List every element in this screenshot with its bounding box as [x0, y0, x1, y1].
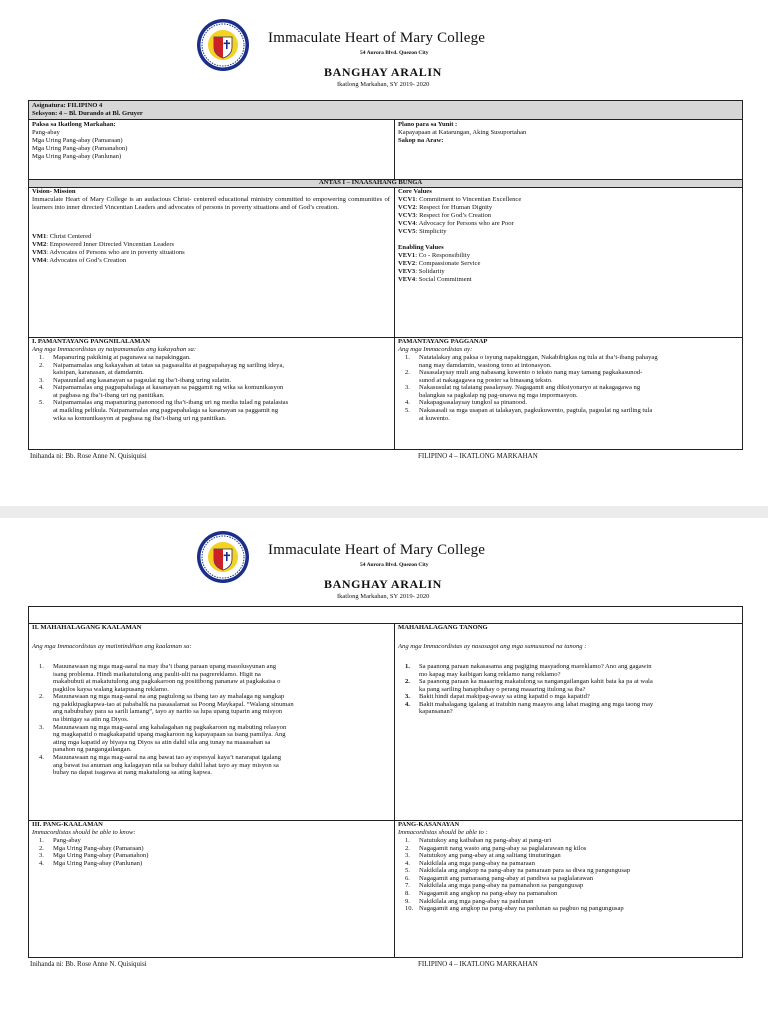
paksa-label: Paksa sa Ikatlong Markahan:	[32, 121, 116, 128]
list-item-number: 4.	[39, 753, 44, 761]
list-item-line	[403, 860, 630, 868]
list-item-text: pagkilos kaysa walang katapusang reklamo.	[53, 685, 169, 693]
list-item-line	[403, 392, 658, 400]
list-item-number: 5.	[405, 407, 410, 415]
document-title: BANGHAY ARALIN	[324, 65, 442, 79]
list-item-line	[403, 701, 653, 709]
list-item-line	[403, 898, 630, 906]
list-item-number: 1.	[405, 663, 410, 670]
list-item-line	[37, 724, 294, 732]
list-item-line	[37, 377, 288, 385]
college-address: 54 Aurora Blvd. Quezon City	[360, 562, 429, 568]
list-item-number: 1.	[39, 354, 44, 361]
list-item-line	[37, 731, 294, 739]
list-item-text: makabubuti at makatutulong ang pagkakaroon ng positibong pananaw at pagkakaisa o	[53, 678, 281, 686]
list-item-line	[403, 671, 653, 679]
list-item-text: ang bawat isa anuman ang kalagayan nila sa buhay dahil lahat tayo ay may misyon sa	[53, 761, 279, 769]
pangkaalaman-list	[37, 837, 148, 867]
list-item-line	[37, 746, 294, 754]
list-item-line	[403, 354, 658, 362]
list-item-line	[37, 701, 294, 709]
list-item-text: Nakikilala ang angkop na pang-abay na pamaraan para sa diwa ng pangungusap	[419, 867, 631, 875]
list-item-number: 1.	[405, 354, 410, 361]
pagganap-heading: PAMANTAYANG PAGGANAP	[398, 338, 488, 345]
list-item-number: 10.	[405, 905, 414, 913]
asignatura: Asignatura: FILIPINO 4	[32, 102, 103, 109]
list-item-number: 2.	[405, 844, 410, 852]
enabling-value-item: VEV4: Social Commitment	[398, 276, 472, 283]
list-item-text: Mauunawaan ng mga mag-aaral na ang bawat tao ay espesyal kaya’t nararapat igalang	[53, 753, 281, 761]
list-item-text: nang may damdamin, wastong tono at intonasyon.	[419, 361, 552, 369]
list-item-text: Pang-abay	[53, 837, 81, 844]
seksyon: Seksyon: 4 – Bl. Durando at Bl. Gruyer	[32, 110, 143, 117]
list-item-line	[37, 686, 294, 694]
list-item-line	[37, 754, 294, 762]
college-name: Immaculate Heart of Mary College	[268, 30, 486, 46]
list-item-line	[403, 407, 658, 415]
pagganap-intro: Ang mga Immacordistas ay:	[398, 346, 473, 353]
list-item-number: 2.	[405, 369, 410, 377]
list-item-number: 5.	[39, 399, 44, 407]
list-item-line	[403, 882, 630, 890]
list-item-text: Nakasasali sa mga usapan at talakayan, pagkukuwento, pagtula, pagsulat ng sariling tula	[419, 407, 653, 415]
vm-item: VM4: Advocates of God’s Creation	[32, 257, 127, 264]
list-item-number: 4.	[39, 384, 44, 392]
core-value-item: VCV4: Advocacy for Persons who are Poor	[398, 220, 514, 227]
list-item-line	[37, 392, 288, 400]
list-item-text: Mauunawaan ng mga mag-aaral na may iba’t ibang paraan upang masolusyunan ang	[53, 663, 277, 670]
list-item-text: panahon ng pangangailangan.	[53, 746, 132, 754]
list-item-text: ang nabubuhay para sa sarili lamang”, tayo ay narito sa lupa upang tuparin ang misyon	[53, 708, 283, 716]
document-subtitle: Ikatlong Markahan, SY 2019- 2020	[337, 81, 430, 88]
plano-label: Plano para sa Yunit :	[398, 121, 458, 128]
vm-item: VM1: Christ Centered	[32, 233, 92, 240]
list-item-line	[403, 415, 658, 423]
footer-subject: FILIPINO 4 – IKATLONG MARKAHAN	[418, 452, 538, 460]
list-item-number: 4.	[39, 859, 44, 867]
list-item-line	[37, 860, 148, 868]
list-item-text: at maikling pelikula. Naipamamalas ang pagpapahalaga sa kasanayan sa paggamit ng	[53, 407, 279, 415]
pangnilalaman-list	[37, 354, 288, 422]
list-item-text: Mauunawaan ng mga mag-aaral ang kahalagahan ng pagkakaroon ng mabuting relasyon	[53, 723, 287, 731]
tanong-intro: Ang mga Immacordistas ay nasasagot ang mga sumusunod na tanong :	[398, 643, 587, 650]
list-item-text: Mauunawaan ng mga mag-aaral na ang pagtulong sa ibang tao ay mahalaga ng sangkap	[53, 693, 285, 701]
vm-item: VM3: Advocates of Persons who are in poverty situations	[32, 249, 185, 256]
list-item-number: 4.	[405, 700, 410, 708]
list-item-text: Bakit mahalagang igalang at tratuhin nang maayos ang lahat maging ang mga taong may	[419, 700, 654, 708]
list-item-text: buhay na dapat isagawa at nang makatulong sa ating kapwa.	[53, 769, 212, 777]
vision-text: Immaculate Heart of Mary College is an audacious Christ- centered educational ministry committed to empowering communities of learners into inner directed Vincentian Leaders and advocates of persons in poverty situations and of God’s creation.	[32, 196, 390, 211]
list-item-text: Nasasalaysay muli ang nabasang kuwento o teksto nang may tamang pagkakasunod-	[419, 369, 643, 377]
paksa-item: Mga Uring Pang-abay (Pamanahon)	[32, 145, 128, 152]
paksa-item: Pang-abay	[32, 129, 60, 136]
list-item-text: Bakit hindi dapat makipag-away sa ating kapatid o mga kapatid?	[419, 693, 590, 701]
list-item-line	[403, 369, 658, 377]
tanong-list	[403, 663, 653, 716]
list-item-text: kaisipan, karanasan, at damdamin.	[53, 369, 144, 377]
list-item-line	[37, 693, 294, 701]
paksa-item: Mga Uring Pang-abay (Pamaraan)	[32, 137, 123, 144]
list-item-text: Naipamamalas ang mapanuring panonood ng iba’t-ibang uri ng media tulad ng patalastas	[53, 399, 289, 407]
list-item-text: isang problema. Hindi maikatutulong ang paulit-ulit na pagrereklamo. Higit na	[53, 670, 261, 678]
college-name: Immaculate Heart of Mary College	[268, 542, 486, 558]
list-item-text: ka pang sariling hanapbuhay o perang maaaring itulong sa iba?	[419, 685, 586, 693]
list-item-line	[37, 663, 294, 671]
list-item-number: 9.	[405, 897, 410, 905]
core-value-item: VCV1: Commitment to Vincentian Excellence	[398, 196, 522, 203]
list-item-line	[37, 671, 294, 679]
kaalaman-list	[37, 663, 294, 777]
list-item-text: Mapanuring pakikinig at pagunawa sa napakinggan.	[53, 354, 191, 361]
list-item-text: mo kapag may kaibigan kang reklamo nang reklamo?	[419, 670, 561, 678]
list-item-number: 7.	[405, 882, 410, 890]
enabling-value-item: VEV3: Solidarity	[398, 268, 445, 275]
kaalaman-intro: Ang mga Immacordistas ay maiintindihan ang kaalaman sa:	[32, 643, 192, 650]
list-item-text: Nakikilala ang mga pang-abay na pamaraan	[419, 859, 535, 867]
list-item-line	[403, 678, 653, 686]
list-item-line	[403, 384, 658, 392]
list-item-line	[37, 384, 288, 392]
enabling-value-item: VEV2: Compassionate Service	[398, 260, 481, 267]
list-item-line	[37, 399, 288, 407]
list-item-number: 4.	[405, 399, 410, 407]
list-item-line	[403, 867, 630, 875]
list-item-text: Nakikilala ang mga pang-abay na pamanahon sa pangungusap	[419, 882, 584, 890]
list-item-line	[403, 852, 630, 860]
kasanayan-intro: Immacordistas should be able to :	[398, 829, 488, 836]
list-item-line	[403, 686, 653, 694]
list-item-text: na ibinigay sa atin ng Diyos.	[53, 716, 129, 724]
college-address: 54 Aurora Blvd. Quezon City	[360, 50, 429, 56]
list-item-number: 3.	[39, 376, 44, 384]
document-title: BANGHAY ARALIN	[324, 577, 442, 591]
list-item-line	[403, 837, 630, 845]
list-item-line	[37, 769, 294, 777]
list-item-number: 1.	[405, 837, 410, 844]
core-value-item: VCV2: Respect for Human Dignity	[398, 204, 493, 211]
list-item-line	[37, 415, 288, 423]
list-item-number: 2.	[39, 361, 44, 369]
prepared-by: Inihanda ni: Bb. Rose Anne N. Quisiquisi	[30, 452, 147, 460]
list-item-text: Sa paanong paraan ka maaaring makatulong sa nangangailangan kahit bata ka pa at wala	[419, 678, 653, 686]
enabling-values-label: Enabling Values	[398, 244, 444, 251]
college-logo-icon	[196, 530, 250, 584]
list-item-text: ng magkapatid o magkakapatid upang magkaroon ng kapayapaan sa isang pamilya. Ang	[53, 731, 286, 739]
list-item-line	[403, 890, 630, 898]
core-value-item: VCV3: Respect for God’s Creation	[398, 212, 492, 219]
pangnilalaman-intro: Ang mga Immacordistas ay naipamamalas ang kakayahan sa:	[32, 346, 197, 353]
list-item-line	[403, 875, 630, 883]
list-item-text: Natutukoy ang pang-abay at ang salitang tinuturingan	[419, 852, 561, 860]
vision-label: Vision- Mission	[32, 188, 76, 195]
list-item-text: Nakapagsasalaysay tungkol sa pinanood.	[419, 399, 528, 407]
list-item-number: 1.	[39, 663, 44, 670]
list-item-text: Nakasusulat ng talatang pasalaysay. Nagagamit ang diksiyonaryo at nakagagawa ng	[419, 384, 641, 392]
list-item-text: Napauunlad ang kasanayan sa pagsulat ng iba’t-ibang uring sulatin.	[53, 376, 232, 384]
kaalaman-heading: II. MAHAHALAGANG KAALAMAN	[32, 624, 142, 631]
prepared-by: Inihanda ni: Bb. Rose Anne N. Quisiquisi	[30, 960, 147, 968]
list-item-number: 3.	[39, 852, 44, 860]
list-item-line	[403, 362, 658, 370]
list-item-line	[37, 762, 294, 770]
pangkaalaman-heading: III. PANG-KAALAMAN	[32, 821, 103, 828]
list-item-text: Naipamamalas ang kakayahan at tatas sa pagsasalita at pagpapahayag ng sariling ideya,	[53, 361, 285, 369]
list-item-line	[403, 845, 630, 853]
list-item-line	[403, 399, 658, 407]
list-item-text: wika sa komunikasyon at pagbasa ng iba’t-ibang uri ng panitikan.	[53, 414, 227, 422]
list-item-number: 2.	[39, 844, 44, 852]
tanong-heading: MAHAHALAGANG TANONG	[398, 624, 488, 631]
list-item-line	[37, 369, 288, 377]
list-item-line	[37, 852, 148, 860]
list-item-number: 5.	[405, 867, 410, 875]
list-item-line	[37, 845, 148, 853]
core-value-item: VCV5: Simplicity	[398, 228, 447, 235]
list-item-number: 8.	[405, 890, 410, 898]
list-item-text: ating mga kapatid ay biyaya ng Diyos sa atin dahil sila ang tunay na maaasahan sa	[53, 738, 271, 746]
pagganap-list	[403, 354, 658, 422]
list-item-text: Nagagamit ang angkop na pang-abay na pamanahon	[419, 890, 558, 898]
list-item-number: 2.	[39, 693, 44, 701]
list-item-line	[37, 708, 294, 716]
list-item-text: Sa paanong paraan nakasasama ang pagiging masyadong mareklamo? Ano ang gagawin	[419, 663, 652, 670]
list-item-number: 4.	[405, 859, 410, 867]
list-item-text: Natatalakay ang paksa o isyung napakinggan, Nakabibigkas ng tula at iba’t-ibang pahayag	[419, 354, 658, 361]
list-item-line	[37, 716, 294, 724]
list-item-text: at kuwento.	[419, 414, 450, 422]
list-item-line	[403, 708, 653, 716]
list-item-line	[403, 377, 658, 385]
lesson-plan-table	[28, 606, 743, 958]
footer-subject: FILIPINO 4 – IKATLONG MARKAHAN	[418, 960, 538, 968]
list-item-text: ng pakikipagkapwa-tao at pababalik na pasasalamat sa Poong Maykapal. “Walang sinuman	[53, 700, 294, 708]
kasanayan-list	[403, 837, 630, 913]
list-item-line	[37, 739, 294, 747]
pangkaalaman-intro: Immacordistas should be able to know:	[32, 829, 136, 836]
list-item-text: Nakikilala ang mga pang-abay na panlunan	[419, 897, 534, 905]
document-subtitle: Ikatlong Markahan, SY 2019- 2020	[337, 593, 430, 600]
plano-value: Kapayapaan at Katarungan, Aking Susuportahan	[398, 129, 527, 136]
list-item-number: 2.	[405, 678, 410, 686]
list-item-line	[37, 407, 288, 415]
list-item-number: 3.	[39, 723, 44, 731]
list-item-text: sunod at nakagagawa ng poster sa binasang teksto.	[419, 376, 553, 384]
list-item-number: 3.	[405, 384, 410, 392]
list-item-text: Natutukoy ang kaibahan ng pang-abay at pang-uri	[419, 837, 552, 844]
lesson-plan-table	[28, 100, 743, 450]
list-item-line	[37, 354, 288, 362]
list-item-text: Nagagamit nang wasto ang pang-abay sa paglalarawan ng kilos	[419, 844, 587, 852]
kasanayan-heading: PANG-KASANAYAN	[398, 821, 460, 828]
list-item-line	[37, 678, 294, 686]
antas-heading: ANTAS I – INAASAHANG BUNGA	[319, 179, 423, 186]
pangnilalaman-heading: I. PAMANTAYANG PANGNILALAMAN	[32, 338, 151, 345]
college-logo-icon	[196, 18, 250, 72]
enabling-value-item: VEV1: Co - Responsibility	[398, 252, 470, 259]
list-item-text: Mga Uring Pang-abay (Pamanahon)	[53, 852, 149, 860]
list-item-text: at pagbasa ng iba’t-ibang uri ng panitikan.	[53, 391, 165, 399]
core-values-label: Core Values	[398, 188, 432, 195]
list-item-text: kapansanan?	[419, 708, 453, 716]
list-item-line	[37, 837, 148, 845]
list-item-line	[37, 362, 288, 370]
list-item-text: Nagagamit ang pamaraang pang-abay at pandiwa sa paglalarawan	[419, 874, 594, 882]
list-item-text: Nagagamit ang angkop na pang-abay na panlunan sa pagbuo ng pangungusap	[419, 905, 624, 913]
list-item-number: 3.	[405, 852, 410, 860]
list-item-line	[403, 693, 653, 701]
list-item-text: balangkas sa pagkalap ng pag-unawa ng mga impormasyon.	[419, 391, 578, 399]
list-item-text: Mga Uring Pang-abay (Pamaraan)	[53, 844, 144, 852]
paksa-item: Mga Uring Pang-abay (Panlunan)	[32, 153, 122, 160]
list-item-number: 1.	[39, 837, 44, 844]
list-item-text: Mga Uring Pang-abay (Panlunan)	[53, 859, 143, 867]
list-item-number: 6.	[405, 874, 410, 882]
list-item-text: Naipamamalas ang pagpapahalaga at kasanayan sa paggamit ng wika sa komunikasyon	[53, 384, 284, 392]
vm-item: VM2: Empowered Inner Directed Vincentian Leaders	[32, 241, 175, 248]
list-item-line	[403, 663, 653, 671]
sakop-label: Sakop na Araw:	[398, 137, 444, 144]
page-2	[0, 512, 768, 1024]
list-item-number: 3.	[405, 693, 410, 701]
list-item-line	[403, 905, 630, 913]
